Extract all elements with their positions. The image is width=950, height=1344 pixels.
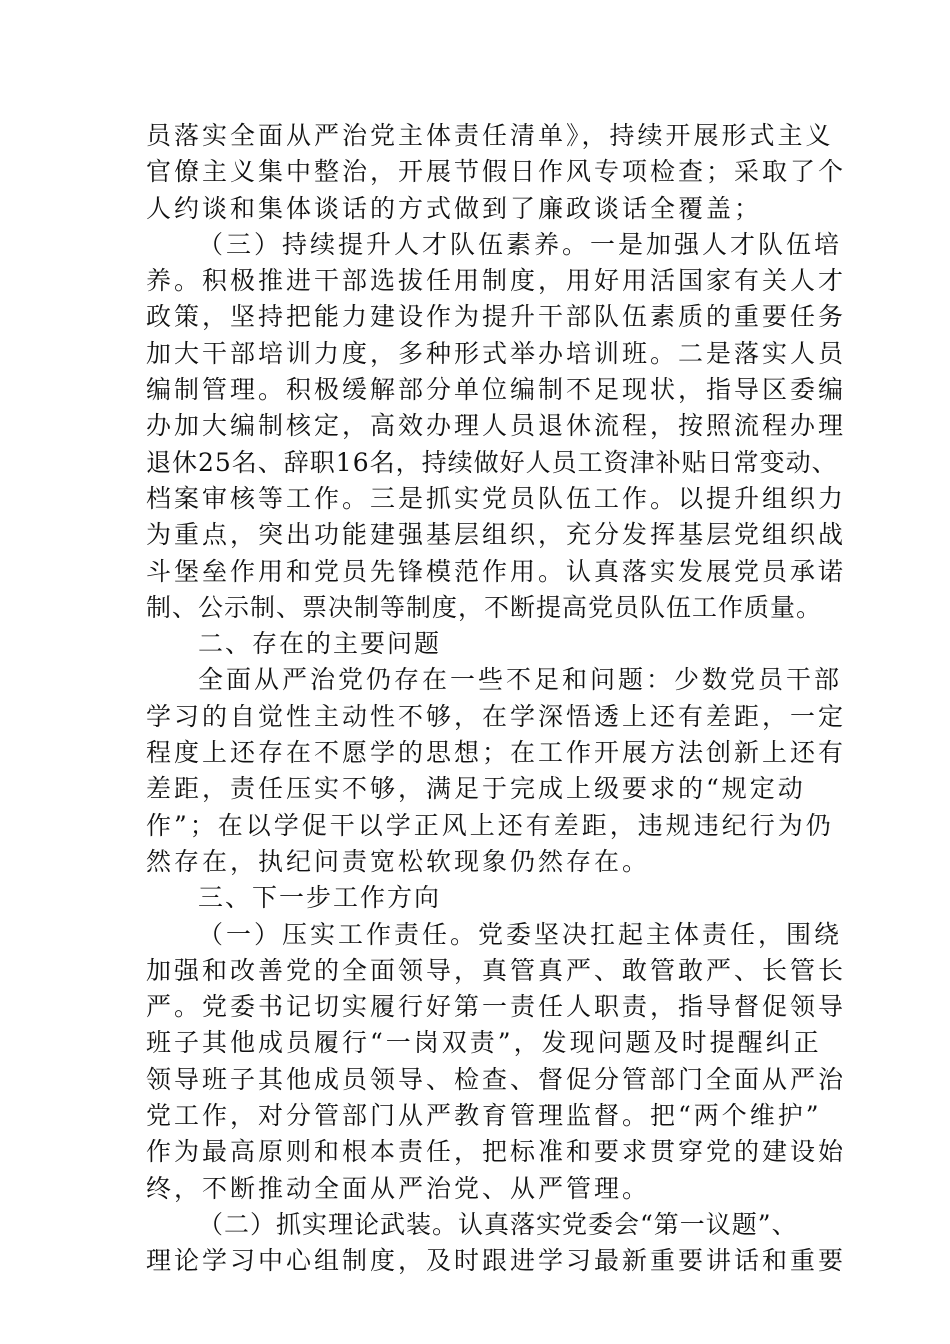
section-heading: 三、下一步工作方向 (198, 883, 442, 913)
section-heading: 二、存在的主要问题 (198, 629, 442, 659)
paragraph-line: 编制管理。积极缓解部分单位编制不足现状，指导区委编 (146, 375, 847, 405)
paragraph-line: 员落实全面从严治党主体责任清单》，持续开展形式主义 (146, 121, 834, 150)
paragraph-line: 斗堡垒作用和党员先锋模范作用。认真落实发展党员承诺 (146, 556, 847, 586)
paragraph-line: 程度上还存在不愿学的思想；在工作开展方法创新上还有 (146, 738, 847, 768)
paragraph-line: 然存在，执纪问责宽松软现象仍然存在。 (146, 846, 651, 876)
paragraph-line: 学习的自觉性主动性不够，在学深悟透上还有差距，一定 (146, 701, 847, 731)
paragraph-line: 加强和改善党的全面领导，真管真严、敢管敢严、长管长 (146, 955, 847, 985)
paragraph-line: 制、公示制、票决制等制度，不断提高党员队伍工作质量。 (146, 592, 823, 622)
paragraph-line: 为重点，突出功能建强基层组织，充分发挥基层党组织战 (146, 520, 847, 550)
paragraph-line: 人约谈和集体谈话的方式做到了廉政谈话全覆盖； (146, 193, 763, 223)
paragraph-line: 班子其他成员履行“一岗双责”，发现问题及时提醒纠正 (146, 1028, 822, 1058)
paragraph-line: 政策，坚持把能力建设作为提升干部队伍素质的重要任务 (146, 302, 847, 332)
paragraph-line: 退休25名、辞职16名，持续做好人员工资津补贴日常变动、 (146, 447, 838, 477)
paragraph-line: 作”；在以学促干以学正风上还有差距，违规违纪行为仍 (146, 810, 834, 840)
paragraph-line: 档案审核等工作。三是抓实党员队伍工作。以提升组织力 (146, 483, 847, 513)
paragraph-line: 全面从严治党仍存在一些不足和问题：少数党员干部 (198, 665, 843, 695)
paragraph-line: 办加大编制核定，高效办理人员退休流程，按照流程办理 (146, 411, 847, 441)
paragraph-line: （一）压实工作责任。党委坚决扛起主体责任，围绕 (198, 919, 843, 949)
paragraph-line: 领导班子其他成员领导、检查、督促分管部门全面从严治 (146, 1064, 847, 1094)
paragraph-line: 党工作，对分管部门从严教育管理监督。把“两个维护” (146, 1101, 822, 1131)
paragraph-line: （二）抓实理论武装。认真落实党委会“第一议题”、 (198, 1209, 798, 1239)
paragraph-line: 理论学习中心组制度，及时跟进学习最新重要讲话和重要 (146, 1246, 847, 1276)
paragraph-line: 严。党委书记切实履行好第一责任人职责，指导督促领导 (146, 992, 847, 1022)
paragraph-line: （三）持续提升人才队伍素养。一是加强人才队伍培 (198, 229, 843, 259)
paragraph-line: 作为最高原则和根本责任，把标准和要求贯穿党的建设始 (146, 1137, 847, 1167)
paragraph-line: 差距，责任压实不够，满足于完成上级要求的“规定动 (146, 774, 806, 804)
paragraph-line: 官僚主义集中整治，开展节假日作风专项检查；采取了个 (146, 157, 847, 187)
paragraph-line: 加大干部培训力度，多种形式举办培训班。二是落实人员 (146, 338, 847, 368)
paragraph-line: 养。积极推进干部选拔任用制度，用好用活国家有关人才 (146, 266, 847, 296)
paragraph-line: 终，不断推动全面从严治党、从严管理。 (146, 1173, 651, 1203)
document-body (146, 118, 847, 1280)
